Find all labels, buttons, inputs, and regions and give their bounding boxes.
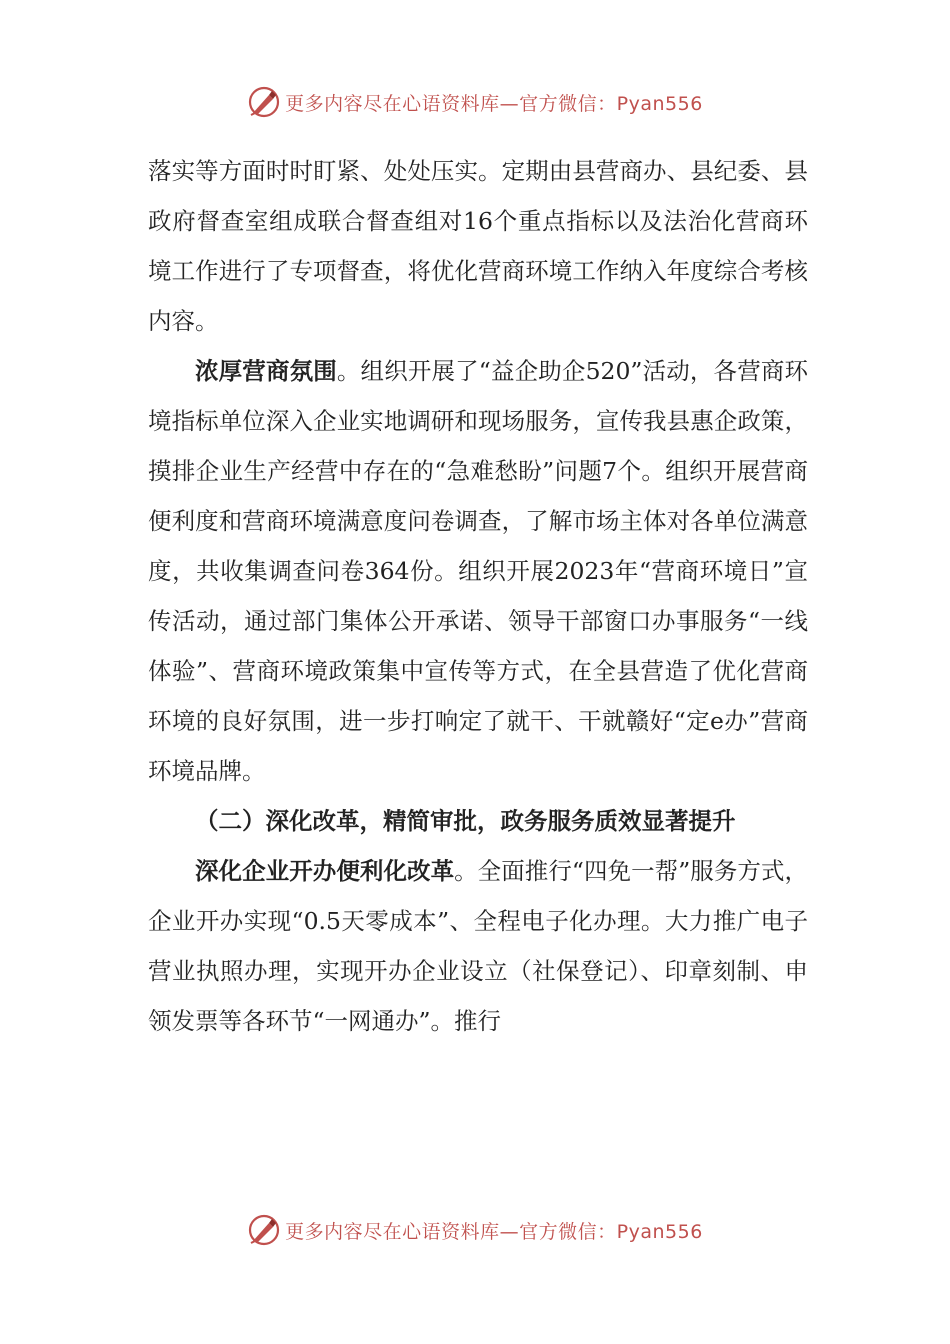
pen-nib-logo-icon: [247, 85, 281, 119]
section-heading: （二）深化改革，精简审批，政务服务质效显著提升: [195, 807, 736, 835]
document-body: [148, 146, 808, 1046]
watermark-text: 更多内容尽在心语资料库—官方微信：Pyan556: [285, 1220, 703, 1243]
paragraph-2: 浓厚营商氛围。组织开展了“益企助企520”活动，各营商环境指标单位深入企业实地调研和现场服务，宣传我县惠企政策，摸排企业生产经营中存在的“急难愁盼”问题7个。组织开展营商便利度和营商环境满意度问卷调查，了解市场主体对各单位满意度，共收集调查问卷364份。组织开展2023年“营商环境日”宣传活动，通过部门集体公开承诺、领导干部窗口办事服务“一线体验”、营商环境政策集中宣传等方式，在全县营造了优化营商环境的良好氛围，进一步打响定了就干、干就赣好“定e办”营商环境品牌。: [148, 357, 808, 785]
paragraph-1: 落实等方面时时盯紧、处处压实。定期由县营商办、县纪委、县政府督查室组成联合督查组对16个重点指标以及法治化营商环境工作进行了专项督查，将优化营商环境工作纳入年度综合考核内容。: [148, 157, 808, 335]
paragraph-3: 深化企业开办便利化改革。全面推行“四免一帮”服务方式，企业开办实现“0.5天零成本”、全程电子化办理。大力推广电子营业执照办理，实现开办企业设立（社保登记）、印章刻制、申领发票等各环节“一网通办”。推行: [148, 857, 808, 1035]
header-watermark: [0, 82, 950, 122]
pen-nib-logo-icon: [247, 1213, 281, 1247]
footer-watermark: [0, 1210, 950, 1250]
watermark-text: 更多内容尽在心语资料库—官方微信：Pyan556: [285, 92, 703, 115]
paragraph-lead: 浓厚营商氛围: [195, 357, 337, 385]
paragraph-lead: 深化企业开办便利化改革: [195, 857, 455, 885]
